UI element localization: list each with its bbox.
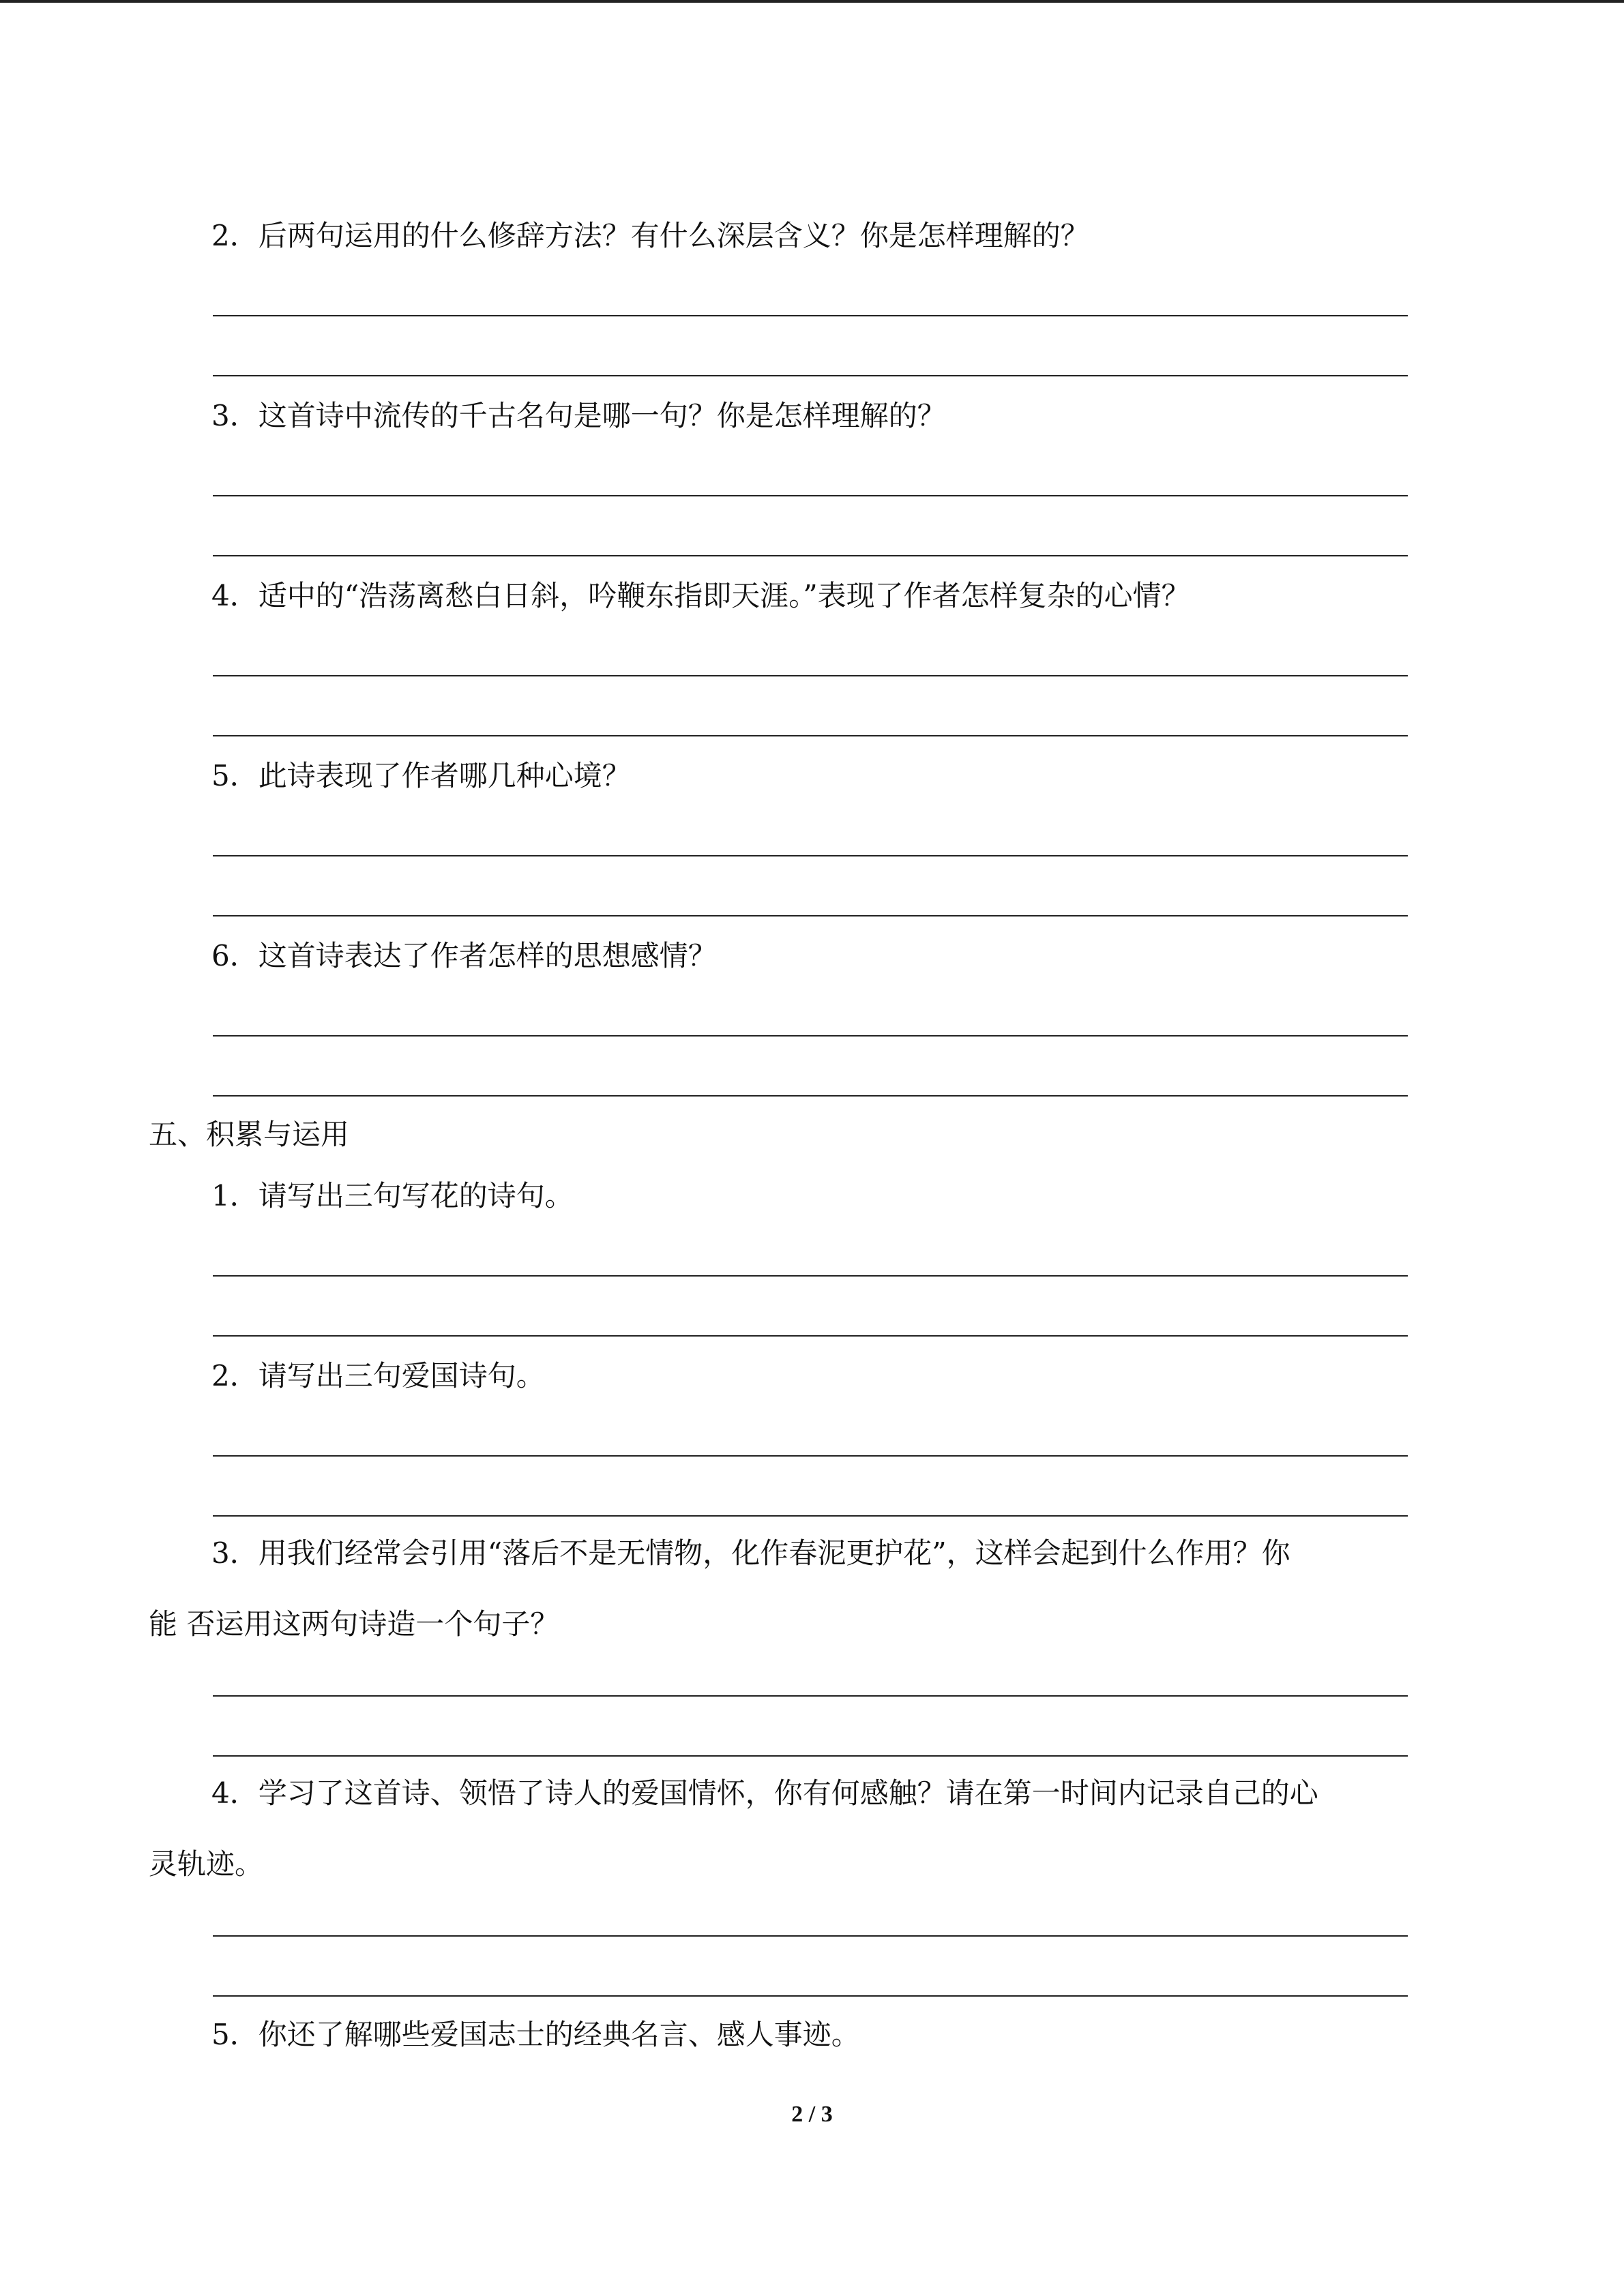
page-number: 2 / 3	[791, 2102, 833, 2127]
answer-line	[213, 1455, 1408, 1457]
question-5-2: 2．请写出三句爱国诗句。	[211, 1359, 545, 1392]
answer-line	[213, 315, 1408, 316]
question-5-3-line2: 能 否运用这两句诗造一个句子？	[149, 1607, 559, 1641]
answer-line	[213, 855, 1408, 856]
answer-line	[213, 555, 1408, 556]
question-5-4-line1: 4．学习了这首诗、领悟了诗人的爱国情怀，你有何感触？请在第一时间内记录自己的心	[211, 1776, 1318, 1810]
answer-line	[213, 915, 1408, 916]
answer-line	[213, 1515, 1408, 1517]
question-5-3-line1: 3．用我们经常会引用“落后不是无情物，化作春泥更护花”，这样会起到什么作用？你	[211, 1536, 1290, 1570]
answer-line	[213, 1995, 1408, 1997]
answer-line	[213, 1035, 1408, 1037]
question-5-4-line2: 灵轨迹。	[149, 1847, 264, 1881]
answer-line	[213, 1695, 1408, 1697]
question-5-1: 1．请写出三句写花的诗句。	[211, 1179, 574, 1212]
answer-line	[213, 375, 1408, 376]
question-4-4: 4．适中的“浩荡离愁白日斜，吟鞭东指即天涯。”表现了作者怎样复杂的心情？	[211, 579, 1190, 612]
answer-line	[213, 1275, 1408, 1277]
question-4-5: 5．此诗表现了作者哪几种心境？	[211, 759, 631, 792]
question-4-2: 2．后两句运用的什么修辞方法？有什么深层含义？你是怎样理解的？	[211, 219, 1089, 252]
answer-line	[213, 675, 1408, 676]
question-5-3	[149, 1534, 1486, 1643]
top-border	[0, 0, 1624, 3]
answer-line	[213, 1095, 1408, 1097]
answer-line	[213, 735, 1408, 736]
question-5-5: 5．你还了解哪些爱国志士的经典名言、感人事迹。	[211, 2018, 860, 2051]
answer-line	[213, 1335, 1408, 1337]
question-4-3: 3．这首诗中流传的千古名句是哪一句？你是怎样理解的？	[211, 399, 946, 432]
section-heading: 五、积累与运用	[149, 1118, 350, 1151]
question-4-6: 6．这首诗表达了作者怎样的思想感情？	[211, 939, 717, 972]
answer-line	[213, 495, 1408, 496]
question-5-4	[149, 1774, 1486, 1883]
answer-line	[213, 1755, 1408, 1757]
answer-line	[213, 1935, 1408, 1937]
